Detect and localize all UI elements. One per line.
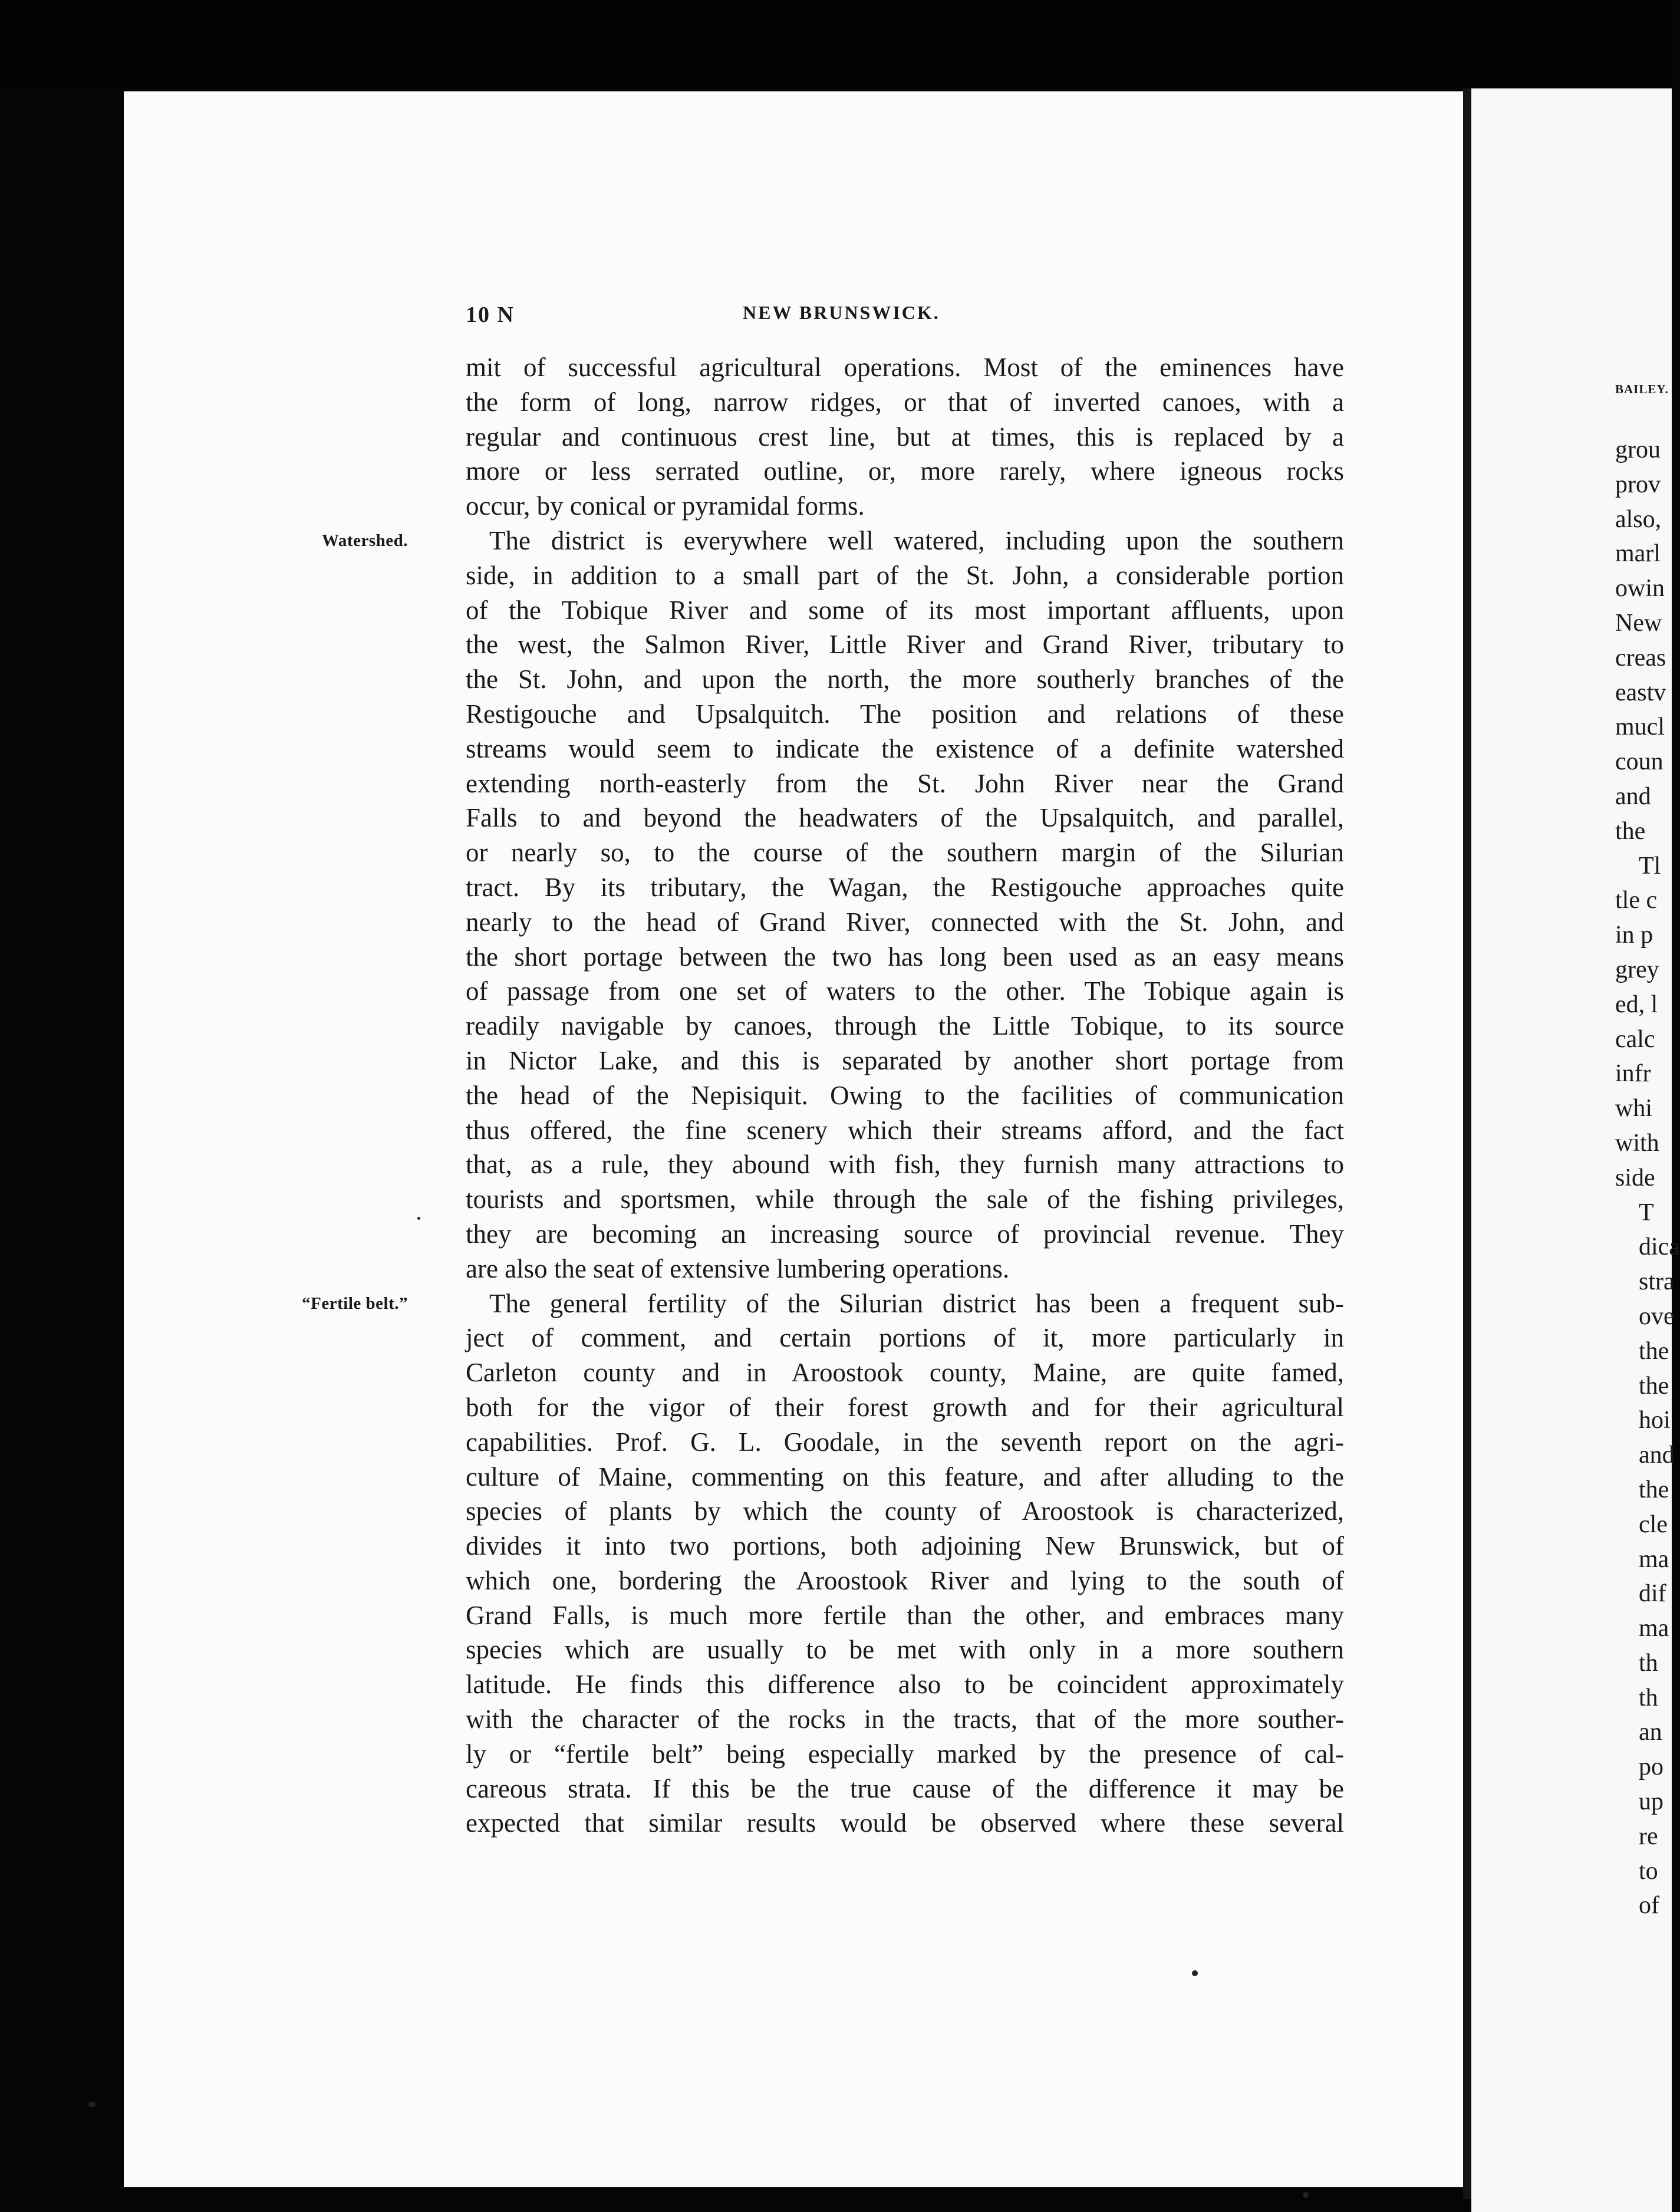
running-title: NEW BRUNSWICK. bbox=[743, 302, 940, 323]
text-fragment: and bbox=[1615, 782, 1651, 810]
text-fragment: mucl bbox=[1615, 713, 1665, 741]
text-line-with-side-note bbox=[322, 524, 1344, 558]
body-text bbox=[302, 350, 1344, 1841]
text-line: divides it into two portions, both adjoining New Brunswick, but of bbox=[466, 1531, 1344, 1561]
text-fragment: hoi bbox=[1639, 1407, 1671, 1434]
scan-top-band bbox=[0, 0, 1672, 88]
side-note-fertile-belt: “Fertile belt.” bbox=[302, 1293, 408, 1313]
text-fragment: to bbox=[1639, 1857, 1658, 1885]
text-line: are also the seat of extensive lumbering operations. bbox=[466, 1253, 1010, 1283]
text-line: or nearly so, to the course of the southern margin of the Silurian bbox=[466, 838, 1344, 868]
text-fragment: in p bbox=[1615, 921, 1653, 949]
text-line: species of plants by which the county of Aroostook is characterized, bbox=[466, 1496, 1344, 1526]
paragraph-start-watershed: The district is everywhere well watered, including upon the southern bbox=[489, 525, 1344, 555]
text-line: Carleton county and in Aroostook county, Maine, are quite famed, bbox=[466, 1358, 1344, 1388]
text-fragment: the bbox=[1615, 817, 1646, 845]
right-running-head: BAILEY. bbox=[1615, 382, 1669, 396]
text-line: more or less serrated outline, or, more rarely, where igneous rocks bbox=[466, 456, 1344, 486]
text-fragment: ed, l bbox=[1615, 990, 1658, 1018]
text-line: the St. John, and upon the north, the more southerly branches of the bbox=[466, 664, 1344, 694]
text-line: expected that similar results would be observed where these several bbox=[466, 1808, 1344, 1838]
text-fragment: po bbox=[1639, 1753, 1663, 1781]
text-line: careous strata. If this be the true cause of the difference it may be bbox=[466, 1773, 1344, 1803]
text-line: latitude. He finds this difference also to be coincident approximately bbox=[466, 1670, 1344, 1700]
text-line: regular and continuous crest line, but at times, this is replaced by a bbox=[466, 422, 1344, 452]
text-line: culture of Maine, commenting on this feature, and after alluding to the bbox=[466, 1462, 1344, 1492]
text-fragment: tle c bbox=[1615, 887, 1658, 914]
scan-speck bbox=[88, 2102, 95, 2107]
text-fragment: th bbox=[1639, 1684, 1658, 1711]
text-fragment: T bbox=[1639, 1199, 1654, 1226]
text-fragment: creas bbox=[1615, 644, 1666, 672]
text-fragment: ma bbox=[1639, 1615, 1669, 1642]
text-fragment: dica bbox=[1639, 1233, 1680, 1261]
text-line: in Nictor Lake, and this is separated by another short portage from bbox=[466, 1045, 1344, 1075]
text-fragment: cle bbox=[1639, 1510, 1668, 1538]
text-line: of passage from one set of waters to the other. The Tobique again is bbox=[466, 976, 1344, 1006]
paragraph-start-fertile-belt: The general fertility of the Silurian district has been a frequent sub- bbox=[489, 1288, 1344, 1318]
text-line: the head of the Nepisiquit. Owing to the facilities of communication bbox=[466, 1080, 1344, 1110]
text-fragment: the bbox=[1639, 1476, 1669, 1503]
right-page bbox=[1471, 88, 1680, 2212]
text-fragment: grou bbox=[1615, 436, 1661, 463]
scan-speck bbox=[417, 1217, 420, 1220]
side-note-watershed: Watershed. bbox=[322, 531, 408, 550]
text-line: with the character of the rocks in the tracts, that of the more souther- bbox=[466, 1704, 1344, 1734]
text-line: tract. By its tributary, the Wagan, the Restigouche approaches quite bbox=[466, 872, 1344, 902]
text-fragment: dif bbox=[1639, 1580, 1666, 1608]
text-fragment: Tl bbox=[1639, 852, 1661, 880]
text-fragment: calc bbox=[1615, 1025, 1655, 1053]
text-line: streams would seem to indicate the existence of a definite watershed bbox=[466, 733, 1344, 763]
text-fragment: prov bbox=[1615, 470, 1661, 498]
text-line: ly or “fertile belt” being especially marked by the presence of cal- bbox=[466, 1739, 1344, 1769]
text-fragment: and bbox=[1639, 1441, 1675, 1469]
text-fragment: up bbox=[1639, 1788, 1663, 1816]
text-fragment: the bbox=[1639, 1337, 1669, 1365]
text-fragment: th bbox=[1639, 1649, 1658, 1677]
text-fragment: ma bbox=[1639, 1545, 1669, 1573]
text-line: of the Tobique River and some of its most important affluents, upon bbox=[466, 595, 1344, 625]
text-line: tourists and sportsmen, while through the sale of the fishing privileges, bbox=[466, 1184, 1344, 1214]
text-fragment: grey bbox=[1615, 956, 1659, 983]
text-fragment: side bbox=[1615, 1164, 1655, 1191]
text-fragment: of bbox=[1639, 1892, 1659, 1920]
text-line: occur, by conical or pyramidal forms. bbox=[466, 491, 865, 521]
page-number: 10 N bbox=[466, 302, 515, 327]
text-line: both for the vigor of their forest growth and for their agricultural bbox=[466, 1392, 1344, 1422]
text-line: thus offered, the fine scenery which their streams afford, and the fact bbox=[466, 1115, 1344, 1145]
text-line: readily navigable by canoes, through the Little Tobique, to its source bbox=[466, 1011, 1344, 1041]
text-line: that, as a rule, they abound with fish, they furnish many attractions to bbox=[466, 1150, 1344, 1180]
text-line: Grand Falls, is much more fertile than the other, and embraces many bbox=[466, 1600, 1344, 1630]
text-fragment: eastv bbox=[1615, 679, 1666, 706]
text-line: the short portage between the two has long been used as an easy means bbox=[466, 942, 1344, 972]
text-line: extending north-easterly from the St. John River near the Grand bbox=[466, 768, 1344, 798]
text-fragment: stra bbox=[1639, 1268, 1675, 1296]
text-fragment: re bbox=[1639, 1822, 1658, 1850]
text-line: they are becoming an increasing source of provincial revenue. They bbox=[466, 1219, 1344, 1249]
text-line: side, in addition to a small part of the St. John, a considerable portion bbox=[466, 560, 1344, 590]
page-gutter-edge bbox=[1463, 88, 1471, 2199]
text-fragment: the bbox=[1639, 1372, 1669, 1400]
text-line: the form of long, narrow ridges, or that of inverted canoes, with a bbox=[466, 387, 1344, 417]
text-line: ject of comment, and certain portions of it, more particularly in bbox=[466, 1323, 1344, 1353]
text-line: mit of successful agricultural operations. Most of the eminences have bbox=[466, 353, 1344, 382]
text-fragment: owin bbox=[1615, 575, 1665, 603]
right-page-text-fragments bbox=[1615, 433, 1680, 1923]
text-fragment: coun bbox=[1615, 748, 1663, 776]
text-fragment: New bbox=[1615, 609, 1662, 637]
text-fragment: ove bbox=[1639, 1302, 1675, 1330]
text-fragment: marl bbox=[1615, 540, 1661, 568]
scan-speck bbox=[1192, 1970, 1198, 1976]
scan-speck bbox=[1303, 2192, 1309, 2198]
text-fragment: an bbox=[1639, 1719, 1662, 1746]
text-line: species which are usually to be met with only in a more southern bbox=[466, 1635, 1344, 1665]
text-fragment: whi bbox=[1615, 1095, 1652, 1123]
text-line-with-side-note bbox=[302, 1286, 1344, 1321]
text-line: capabilities. Prof. G. L. Goodale, in the seventh report on the agri- bbox=[466, 1427, 1344, 1457]
text-line: nearly to the head of Grand River, connected with the St. John, and bbox=[466, 907, 1344, 937]
text-fragment: infr bbox=[1615, 1060, 1651, 1088]
text-fragment: also, bbox=[1615, 505, 1662, 533]
text-line: which one, bordering the Aroostook River and lying to the south of bbox=[466, 1565, 1344, 1595]
text-line: Restigouche and Upsalquitch. The position and relations of these bbox=[466, 699, 1344, 729]
text-line: the west, the Salmon River, Little River and Grand River, tributary to bbox=[466, 630, 1344, 660]
text-line: Falls to and beyond the headwaters of the Upsalquitch, and parallel, bbox=[466, 803, 1344, 833]
text-fragment: with bbox=[1615, 1129, 1659, 1157]
